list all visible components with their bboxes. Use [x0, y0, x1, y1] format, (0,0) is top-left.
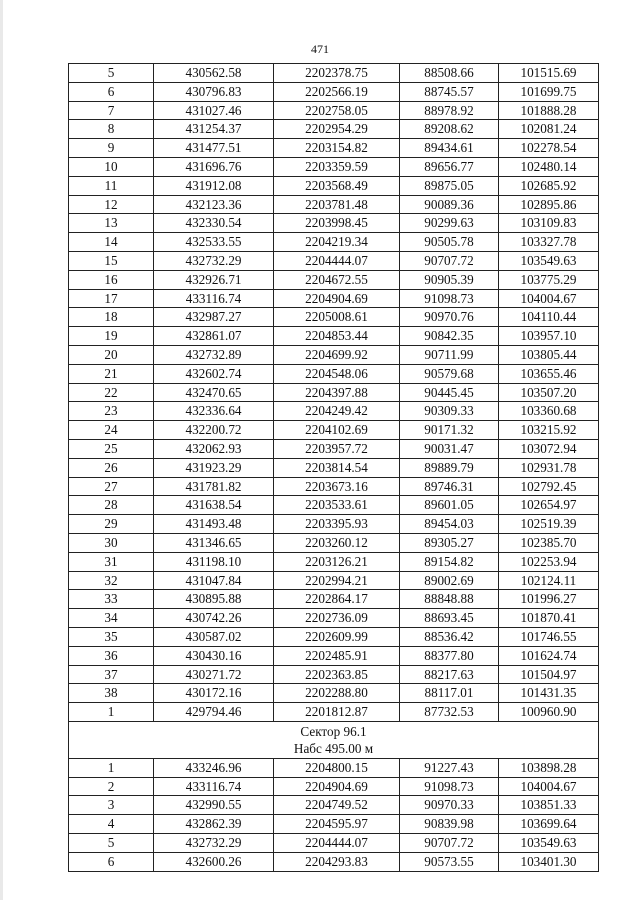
coordinate-cell: 90711.99 [400, 345, 499, 364]
coordinate-cell: 432123.36 [154, 195, 274, 214]
table-row [69, 815, 599, 834]
coordinate-cell: 101746.55 [499, 627, 599, 646]
coordinate-cell: 432732.29 [154, 834, 274, 853]
point-number-cell: 31 [69, 552, 154, 571]
coordinate-cell: 102654.97 [499, 496, 599, 515]
coordinate-cell: 103327.78 [499, 233, 599, 252]
coordinate-cell: 103898.28 [499, 758, 599, 777]
coordinate-cell: 104110.44 [499, 308, 599, 327]
point-number-cell: 18 [69, 308, 154, 327]
coordinate-cell: 432200.72 [154, 421, 274, 440]
coordinates-table-body-a [69, 64, 599, 722]
coordinate-cell: 89889.79 [400, 458, 499, 477]
point-number-cell: 4 [69, 815, 154, 834]
coordinate-cell: 2201812.87 [274, 703, 400, 722]
table-row [69, 421, 599, 440]
coordinates-table-body-b [69, 758, 599, 871]
coordinate-cell: 103401.30 [499, 852, 599, 871]
coordinate-cell: 2204595.97 [274, 815, 400, 834]
coordinate-cell: 2205008.61 [274, 308, 400, 327]
table-row [69, 82, 599, 101]
coordinate-cell: 102081.24 [499, 120, 599, 139]
coordinates-table [68, 63, 599, 872]
coordinate-cell: 88848.88 [400, 590, 499, 609]
coordinate-cell: 431027.46 [154, 101, 274, 120]
coordinate-cell: 90970.33 [400, 796, 499, 815]
point-number-cell: 33 [69, 590, 154, 609]
point-number-cell: 29 [69, 515, 154, 534]
page-number: 471 [311, 42, 329, 56]
coordinate-cell: 104004.67 [499, 289, 599, 308]
point-number-cell: 22 [69, 383, 154, 402]
coordinate-cell: 91098.73 [400, 777, 499, 796]
sector-title: Сектор 96.1 [300, 723, 367, 739]
coordinate-cell: 432861.07 [154, 327, 274, 346]
coordinate-cell: 429794.46 [154, 703, 274, 722]
coordinate-cell: 2203154.82 [274, 139, 400, 158]
coordinate-cell: 90573.55 [400, 852, 499, 871]
coordinate-cell: 101624.74 [499, 646, 599, 665]
coordinate-cell: 2202363.85 [274, 665, 400, 684]
coordinate-cell: 101699.75 [499, 82, 599, 101]
coordinate-cell: 431047.84 [154, 571, 274, 590]
coordinate-cell: 2202609.99 [274, 627, 400, 646]
coordinate-cell: 2204800.15 [274, 758, 400, 777]
coordinate-cell: 432533.55 [154, 233, 274, 252]
coordinate-cell: 2203359.59 [274, 157, 400, 176]
point-number-cell: 12 [69, 195, 154, 214]
point-number-cell: 11 [69, 176, 154, 195]
coordinate-cell: 88117.01 [400, 684, 499, 703]
table-row [69, 646, 599, 665]
point-number-cell: 6 [69, 82, 154, 101]
coordinate-cell: 2204904.69 [274, 289, 400, 308]
point-number-cell: 17 [69, 289, 154, 308]
table-row [69, 439, 599, 458]
table-row [69, 364, 599, 383]
coordinate-cell: 432062.93 [154, 439, 274, 458]
point-number-cell: 5 [69, 834, 154, 853]
coordinate-cell: 432602.74 [154, 364, 274, 383]
coordinate-cell: 2202864.17 [274, 590, 400, 609]
coordinate-cell: 102124.11 [499, 571, 599, 590]
table-row [69, 139, 599, 158]
coordinate-cell: 90579.68 [400, 364, 499, 383]
point-number-cell: 1 [69, 703, 154, 722]
coordinate-cell: 431254.37 [154, 120, 274, 139]
coordinate-cell: 2202994.21 [274, 571, 400, 590]
point-number-cell: 9 [69, 139, 154, 158]
table-row [69, 157, 599, 176]
coordinate-cell: 431477.51 [154, 139, 274, 158]
coordinate-cell: 2202378.75 [274, 64, 400, 83]
coordinate-cell: 2203568.49 [274, 176, 400, 195]
sector-header-row [69, 721, 599, 758]
coordinate-cell: 90905.39 [400, 270, 499, 289]
coordinate-cell: 90309.33 [400, 402, 499, 421]
table-row [69, 383, 599, 402]
point-number-cell: 15 [69, 251, 154, 270]
table-row [69, 852, 599, 871]
table-row [69, 777, 599, 796]
coordinate-cell: 104004.67 [499, 777, 599, 796]
coordinate-cell: 432926.71 [154, 270, 274, 289]
coordinate-cell: 89154.82 [400, 552, 499, 571]
sector-height: Набс 495.00 м [293, 740, 374, 756]
coordinate-cell: 89002.69 [400, 571, 499, 590]
coordinate-cell: 430172.16 [154, 684, 274, 703]
coordinate-cell: 89434.61 [400, 139, 499, 158]
coordinate-cell: 430895.88 [154, 590, 274, 609]
coordinate-cell: 90299.63 [400, 214, 499, 233]
coordinate-cell: 430587.02 [154, 627, 274, 646]
point-number-cell: 27 [69, 477, 154, 496]
coordinate-cell: 2204444.07 [274, 251, 400, 270]
coordinate-cell: 431346.65 [154, 533, 274, 552]
coordinate-cell: 2204102.69 [274, 421, 400, 440]
coordinate-cell: 102480.14 [499, 157, 599, 176]
table-row [69, 101, 599, 120]
coordinate-cell: 2202758.05 [274, 101, 400, 120]
coordinate-cell: 432990.55 [154, 796, 274, 815]
coordinate-cell: 88536.42 [400, 627, 499, 646]
coordinate-cell: 89601.05 [400, 496, 499, 515]
table-row [69, 684, 599, 703]
coordinate-cell: 90707.72 [400, 834, 499, 853]
coordinate-cell: 2204293.83 [274, 852, 400, 871]
coordinate-cell: 2202288.80 [274, 684, 400, 703]
point-number-cell: 38 [69, 684, 154, 703]
coordinate-cell: 91227.43 [400, 758, 499, 777]
point-number-cell: 3 [69, 796, 154, 815]
table-row [69, 590, 599, 609]
coordinate-cell: 89875.05 [400, 176, 499, 195]
coordinate-cell: 103507.20 [499, 383, 599, 402]
point-number-cell: 36 [69, 646, 154, 665]
coordinate-cell: 89746.31 [400, 477, 499, 496]
coordinate-cell: 90171.32 [400, 421, 499, 440]
coordinate-cell: 103699.64 [499, 815, 599, 834]
coordinate-cell: 103957.10 [499, 327, 599, 346]
point-number-cell: 23 [69, 402, 154, 421]
coordinate-cell: 2203781.48 [274, 195, 400, 214]
table-row [69, 327, 599, 346]
coordinate-cell: 431923.29 [154, 458, 274, 477]
coordinate-cell: 431198.10 [154, 552, 274, 571]
coordinate-cell: 432987.27 [154, 308, 274, 327]
coordinate-cell: 2204853.44 [274, 327, 400, 346]
point-number-cell: 13 [69, 214, 154, 233]
coordinate-cell: 103072.94 [499, 439, 599, 458]
coordinate-cell: 433116.74 [154, 777, 274, 796]
point-number-cell: 8 [69, 120, 154, 139]
point-number-cell: 30 [69, 533, 154, 552]
coordinate-cell: 2202954.29 [274, 120, 400, 139]
coordinate-cell: 103851.33 [499, 796, 599, 815]
point-number-cell: 26 [69, 458, 154, 477]
coordinate-cell: 432600.26 [154, 852, 274, 871]
point-number-cell: 25 [69, 439, 154, 458]
point-number-cell: 37 [69, 665, 154, 684]
coordinate-cell: 102895.86 [499, 195, 599, 214]
coordinate-cell: 89208.62 [400, 120, 499, 139]
point-number-cell: 14 [69, 233, 154, 252]
table-row [69, 120, 599, 139]
coordinate-cell: 101504.97 [499, 665, 599, 684]
coordinate-cell: 102278.54 [499, 139, 599, 158]
coordinate-cell: 103360.68 [499, 402, 599, 421]
coordinate-cell: 89656.77 [400, 157, 499, 176]
table-row [69, 458, 599, 477]
coordinate-cell: 432732.89 [154, 345, 274, 364]
table-row [69, 477, 599, 496]
coordinate-cell: 103549.63 [499, 834, 599, 853]
coordinate-cell: 101996.27 [499, 590, 599, 609]
coordinate-cell: 88217.63 [400, 665, 499, 684]
coordinate-cell: 2202566.19 [274, 82, 400, 101]
coordinate-cell: 433246.96 [154, 758, 274, 777]
point-number-cell: 19 [69, 327, 154, 346]
coordinate-cell: 103805.44 [499, 345, 599, 364]
point-number-cell: 2 [69, 777, 154, 796]
coordinate-cell: 432330.54 [154, 214, 274, 233]
coordinate-cell: 2204904.69 [274, 777, 400, 796]
point-number-cell: 5 [69, 64, 154, 83]
point-number-cell: 24 [69, 421, 154, 440]
coordinate-cell: 2203673.16 [274, 477, 400, 496]
coordinate-cell: 432470.65 [154, 383, 274, 402]
table-row [69, 703, 599, 722]
table-row [69, 627, 599, 646]
point-number-cell: 32 [69, 571, 154, 590]
table-row [69, 214, 599, 233]
coordinate-cell: 102519.39 [499, 515, 599, 534]
coordinate-cell: 432732.29 [154, 251, 274, 270]
coordinate-cell: 430430.16 [154, 646, 274, 665]
coordinate-cell: 90970.76 [400, 308, 499, 327]
coordinate-cell: 90839.98 [400, 815, 499, 834]
coordinate-cell: 89305.27 [400, 533, 499, 552]
point-number-cell: 1 [69, 758, 154, 777]
coordinate-cell: 433116.74 [154, 289, 274, 308]
table-row [69, 233, 599, 252]
table-row [69, 758, 599, 777]
coordinate-cell: 2204699.92 [274, 345, 400, 364]
point-number-cell: 10 [69, 157, 154, 176]
coordinate-cell: 102931.78 [499, 458, 599, 477]
coordinate-cell: 2203126.21 [274, 552, 400, 571]
coordinate-cell: 430271.72 [154, 665, 274, 684]
coordinate-cell: 2204397.88 [274, 383, 400, 402]
coordinate-cell: 2203395.93 [274, 515, 400, 534]
coordinate-cell: 102385.70 [499, 533, 599, 552]
table-row [69, 251, 599, 270]
coordinate-cell: 2204444.07 [274, 834, 400, 853]
table-row [69, 270, 599, 289]
table-row [69, 308, 599, 327]
coordinate-cell: 2204672.55 [274, 270, 400, 289]
coordinate-cell: 430562.58 [154, 64, 274, 83]
scan-edge [0, 0, 3, 900]
table-row [69, 515, 599, 534]
coordinate-cell: 88508.66 [400, 64, 499, 83]
coordinate-cell: 2204749.52 [274, 796, 400, 815]
coordinate-cell: 2203814.54 [274, 458, 400, 477]
coordinate-cell: 2204249.42 [274, 402, 400, 421]
table-row [69, 345, 599, 364]
coordinate-cell: 87732.53 [400, 703, 499, 722]
coordinate-cell: 101431.35 [499, 684, 599, 703]
coordinate-cell: 431638.54 [154, 496, 274, 515]
coordinate-cell: 2204219.34 [274, 233, 400, 252]
coordinate-cell: 430796.83 [154, 82, 274, 101]
coordinate-cell: 103549.63 [499, 251, 599, 270]
table-row [69, 64, 599, 83]
coordinate-cell: 2202485.91 [274, 646, 400, 665]
table-row [69, 176, 599, 195]
coordinate-cell: 103655.46 [499, 364, 599, 383]
coordinate-cell: 430742.26 [154, 609, 274, 628]
coordinate-cell: 101870.41 [499, 609, 599, 628]
table-row [69, 665, 599, 684]
coordinate-cell: 90707.72 [400, 251, 499, 270]
table-row [69, 834, 599, 853]
coordinate-cell: 431781.82 [154, 477, 274, 496]
table-row [69, 402, 599, 421]
coordinate-cell: 2203957.72 [274, 439, 400, 458]
coordinate-cell: 2202736.09 [274, 609, 400, 628]
point-number-cell: 35 [69, 627, 154, 646]
table-row [69, 609, 599, 628]
coordinate-cell: 2203260.12 [274, 533, 400, 552]
coordinate-cell: 90842.35 [400, 327, 499, 346]
coordinate-cell: 102685.92 [499, 176, 599, 195]
sector-header-cell [69, 721, 599, 758]
coordinate-cell: 89454.03 [400, 515, 499, 534]
point-number-cell: 20 [69, 345, 154, 364]
coordinate-cell: 88377.80 [400, 646, 499, 665]
coordinate-cell: 101888.28 [499, 101, 599, 120]
coordinate-cell: 103109.83 [499, 214, 599, 233]
coordinate-cell: 88745.57 [400, 82, 499, 101]
table-row [69, 533, 599, 552]
table-row [69, 496, 599, 515]
coordinate-cell: 431493.48 [154, 515, 274, 534]
coordinate-cell: 2203998.45 [274, 214, 400, 233]
coordinate-cell: 2203533.61 [274, 496, 400, 515]
coordinate-cell: 88978.92 [400, 101, 499, 120]
coordinate-cell: 103215.92 [499, 421, 599, 440]
point-number-cell: 21 [69, 364, 154, 383]
sector-header-body [69, 721, 599, 758]
point-number-cell: 34 [69, 609, 154, 628]
point-number-cell: 28 [69, 496, 154, 515]
coordinate-cell: 100960.90 [499, 703, 599, 722]
coordinate-cell: 91098.73 [400, 289, 499, 308]
coordinate-cell: 432336.64 [154, 402, 274, 421]
coordinate-cell: 90031.47 [400, 439, 499, 458]
coordinate-cell: 88693.45 [400, 609, 499, 628]
point-number-cell: 7 [69, 101, 154, 120]
table-row [69, 571, 599, 590]
coordinate-cell: 90505.78 [400, 233, 499, 252]
coordinate-cell: 90089.36 [400, 195, 499, 214]
coordinate-cell: 90445.45 [400, 383, 499, 402]
coordinate-cell: 101515.69 [499, 64, 599, 83]
point-number-cell: 16 [69, 270, 154, 289]
coordinate-cell: 431912.08 [154, 176, 274, 195]
table-row [69, 195, 599, 214]
table-row [69, 796, 599, 815]
coordinate-cell: 103775.29 [499, 270, 599, 289]
coordinate-cell: 432862.39 [154, 815, 274, 834]
coordinate-cell: 102253.94 [499, 552, 599, 571]
table-row [69, 289, 599, 308]
coordinate-cell: 102792.45 [499, 477, 599, 496]
coordinate-cell: 431696.76 [154, 157, 274, 176]
table-row [69, 552, 599, 571]
coordinate-cell: 2204548.06 [274, 364, 400, 383]
point-number-cell: 6 [69, 852, 154, 871]
